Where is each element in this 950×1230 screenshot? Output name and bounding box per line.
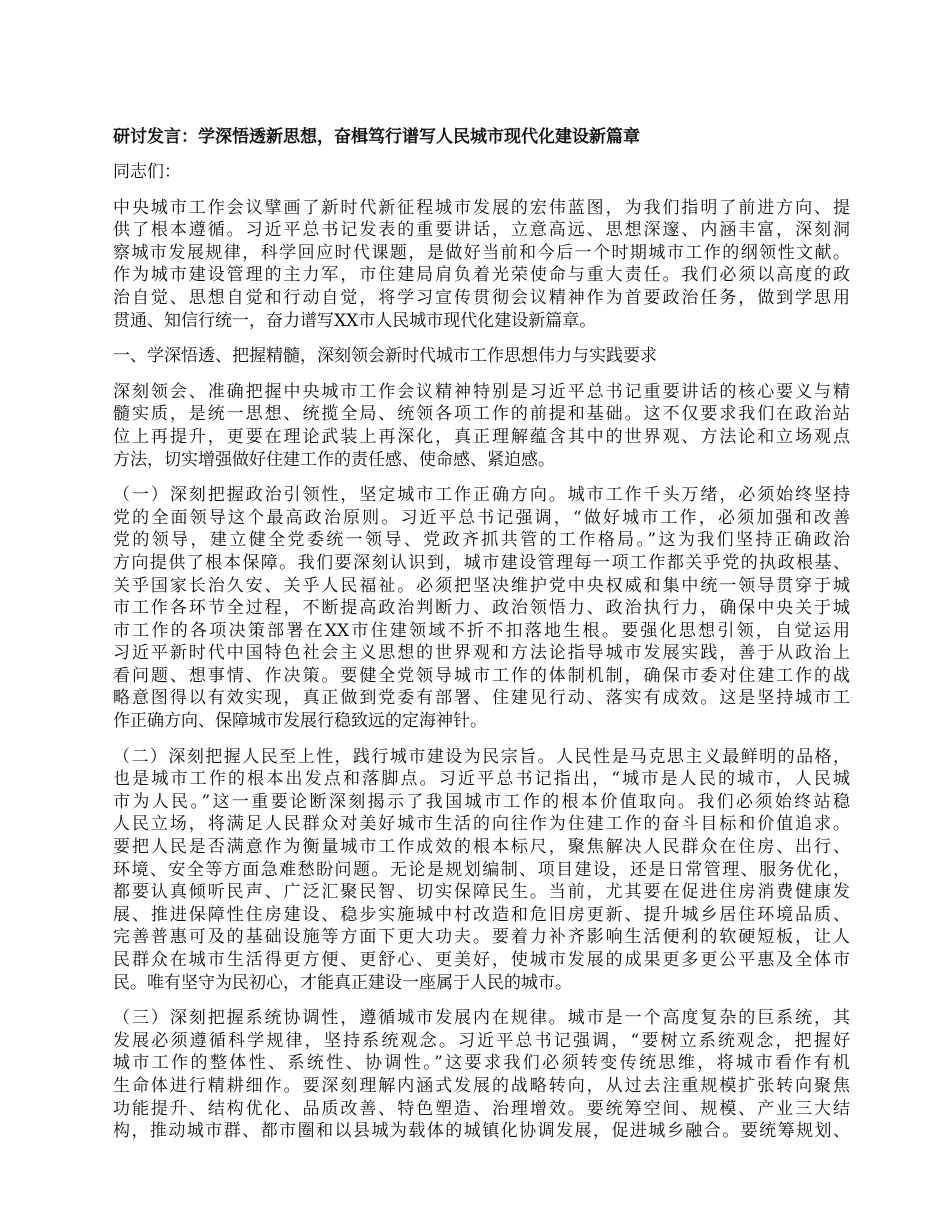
document-page	[113, 126, 850, 1156]
text-line: 同志们：	[113, 162, 181, 182]
paragraph	[113, 1007, 850, 1143]
text-line: 党的领导，建立健全党委统一领导、党政齐抓共管的工作格局。”这为我们坚持正确政治	[113, 530, 850, 551]
text-line: 中央城市工作会议擘画了新时代新征程城市发展的宏伟蓝图，为我们指明了前进方向、提	[113, 197, 850, 218]
text-line: 都要认真倾听民声、广泛汇聚民智、切实保障民生。当前，尤其要在促进住房消费健康发	[113, 882, 850, 903]
text-line: 党的全面领导这个最高政治原则。习近平总书记强调，“做好城市工作，必须加强和改善	[113, 507, 850, 528]
text-line: 关乎国家长治久安、关乎人民福祉。必须把坚决维护党中央权威和集中统一领导贯穿于城	[113, 575, 850, 596]
text-line: 方向提供了根本保障。我们要深刻认识到，城市建设管理每一项工作都关乎党的执政根基、	[113, 552, 850, 573]
text-line: 髓实质，是统一思想、统揽全局、统领各项工作的前提和基础。这不仅要求我们在政治站	[113, 404, 850, 425]
text-line: 发展必须遵循科学规律，坚持系统观念。习近平总书记强调，“要树立系统观念，把握好	[113, 1030, 850, 1051]
text-line: 展、推进保障性住房建设、稳步实施城中村改造和危旧房更新、提升城乡居住环境品质、	[113, 904, 850, 925]
text-line: 生命体进行精耕细作。要深刻理解内涵式发展的战略转向，从过去注重规模扩张转向聚焦	[113, 1075, 850, 1096]
paragraph	[113, 197, 850, 333]
section-heading	[113, 345, 850, 368]
text-line: 作为城市建设管理的主力军，市住建局肩负着光荣使命与重大责任。我们必须以高度的政	[113, 265, 850, 286]
text-line: 环境、安全等方面急难愁盼问题。无论是规划编制、项目建设，还是日常管理、服务优化，	[113, 859, 850, 880]
text-line: 看问题、想事情、作决策。要健全党领导城市工作的体制机制，确保市委对住建工作的战	[113, 665, 850, 686]
text-line: 略意图得以有效实现，真正做到党委有部署、住建见行动、落实有成效。这是坚持城市工	[113, 688, 850, 709]
document-title: 研讨发言：学深悟透新思想，奋楫笃行谱写人民城市现代化建设新篇章	[113, 127, 640, 147]
text-line: 市工作的各项决策部署在XX市住建领域不折不扣落地生根。要强化思想引领，自觉运用	[113, 620, 850, 641]
text-line: 供了根本遵循。习近平总书记发表的重要讲话，立意高远、思想深邃、内涵丰富，深刻洞	[113, 220, 850, 241]
text-line: 方法，切实增强做好住建工作的责任感、使命感、紧迫感。	[113, 449, 555, 470]
text-line: 构，推动城市群、都市圈和以县城为载体的城镇化协调发展，促进城乡融合。要统筹规划、	[113, 1121, 850, 1142]
text-line: 察城市发展规律，科学回应时代课题，是做好当前和今后一个时期城市工作的纲领性文献。	[113, 242, 850, 263]
text-line: （一）深刻把握政治引领性，坚定城市工作正确方向。城市工作千头万绪，必须始终坚持	[113, 485, 850, 506]
text-line: 市为人民。”这一重要论断深刻揭示了我国城市工作的根本价值取向。我们必须始终站稳	[113, 791, 850, 812]
text-line: 民群众在城市生活得更方便、更舒心、更美好，使城市发展的成果更多更公平惠及全体市	[113, 950, 850, 970]
text-line: 完善普惠可及的基础设施等方面下更大功夫。要着力补齐影响生活便利的软硬短板，让人	[113, 927, 850, 948]
text-line: 功能提升、结构优化、品质改善、特色塑造、治理增效。要统筹空间、规模、产业三大结	[113, 1098, 850, 1119]
text-line: （二）深刻把握人民至上性，践行城市建设为民宗旨。人民性是马克思主义最鲜明的品格，	[113, 746, 850, 767]
text-line: 一、学深悟透、把握精髓，深刻领会新时代城市工作思想伟力与实践要求	[113, 346, 657, 367]
document-body	[113, 161, 850, 1143]
text-line: 贯通、知信行统一，奋力谱写XX市人民城市现代化建设新篇章。	[113, 310, 597, 331]
text-line: 作正确方向、保障城市发展行稳致远的定海神针。	[113, 711, 487, 732]
text-line: 人民立场，将满足人民群众对美好城市生活的向往作为住建工作的奋斗目标和价值追求。	[113, 814, 850, 835]
text-line: 习近平新时代中国特色社会主义思想的世界观和方法论指导城市发展实践，善于从政治上	[113, 643, 850, 664]
text-line: 也是城市工作的根本出发点和落脚点。习近平总书记指出，“城市是人民的城市，人民城	[113, 769, 850, 790]
text-line: 深刻领会、准确把握中央城市工作会议精神特别是习近平总书记重要讲话的核心要义与精	[113, 381, 850, 402]
text-line: 城市工作的整体性、系统性、协调性。”这要求我们必须转变传统思维，将城市看作有机	[113, 1053, 850, 1074]
paragraph	[113, 381, 850, 471]
paragraph	[113, 484, 850, 733]
text-line: 市工作各环节全过程，不断提高政治判断力、政治领悟力、政治执行力，确保中央关于城	[113, 598, 850, 619]
text-line: （三）深刻把握系统协调性，遵循城市发展内在规律。城市是一个高度复杂的巨系统，其	[113, 1008, 850, 1029]
text-line: 民。唯有坚守为民初心，才能真正建设一座属于人民的城市。	[113, 972, 572, 993]
text-line: 位上再提升，更要在理论武装上再深化，真正理解蕴含其中的世界观、方法论和立场观点	[113, 426, 850, 447]
salutation	[113, 161, 850, 184]
paragraph	[113, 746, 850, 995]
text-line: 要把人民是否满意作为衡量城市工作成效的根本标尺，聚焦解决人民群众在住房、出行、	[113, 837, 850, 858]
text-line: 治自觉、思想自觉和行动自觉，将学习宣传贯彻会议精神作为首要政治任务，做到学思用	[113, 287, 850, 308]
